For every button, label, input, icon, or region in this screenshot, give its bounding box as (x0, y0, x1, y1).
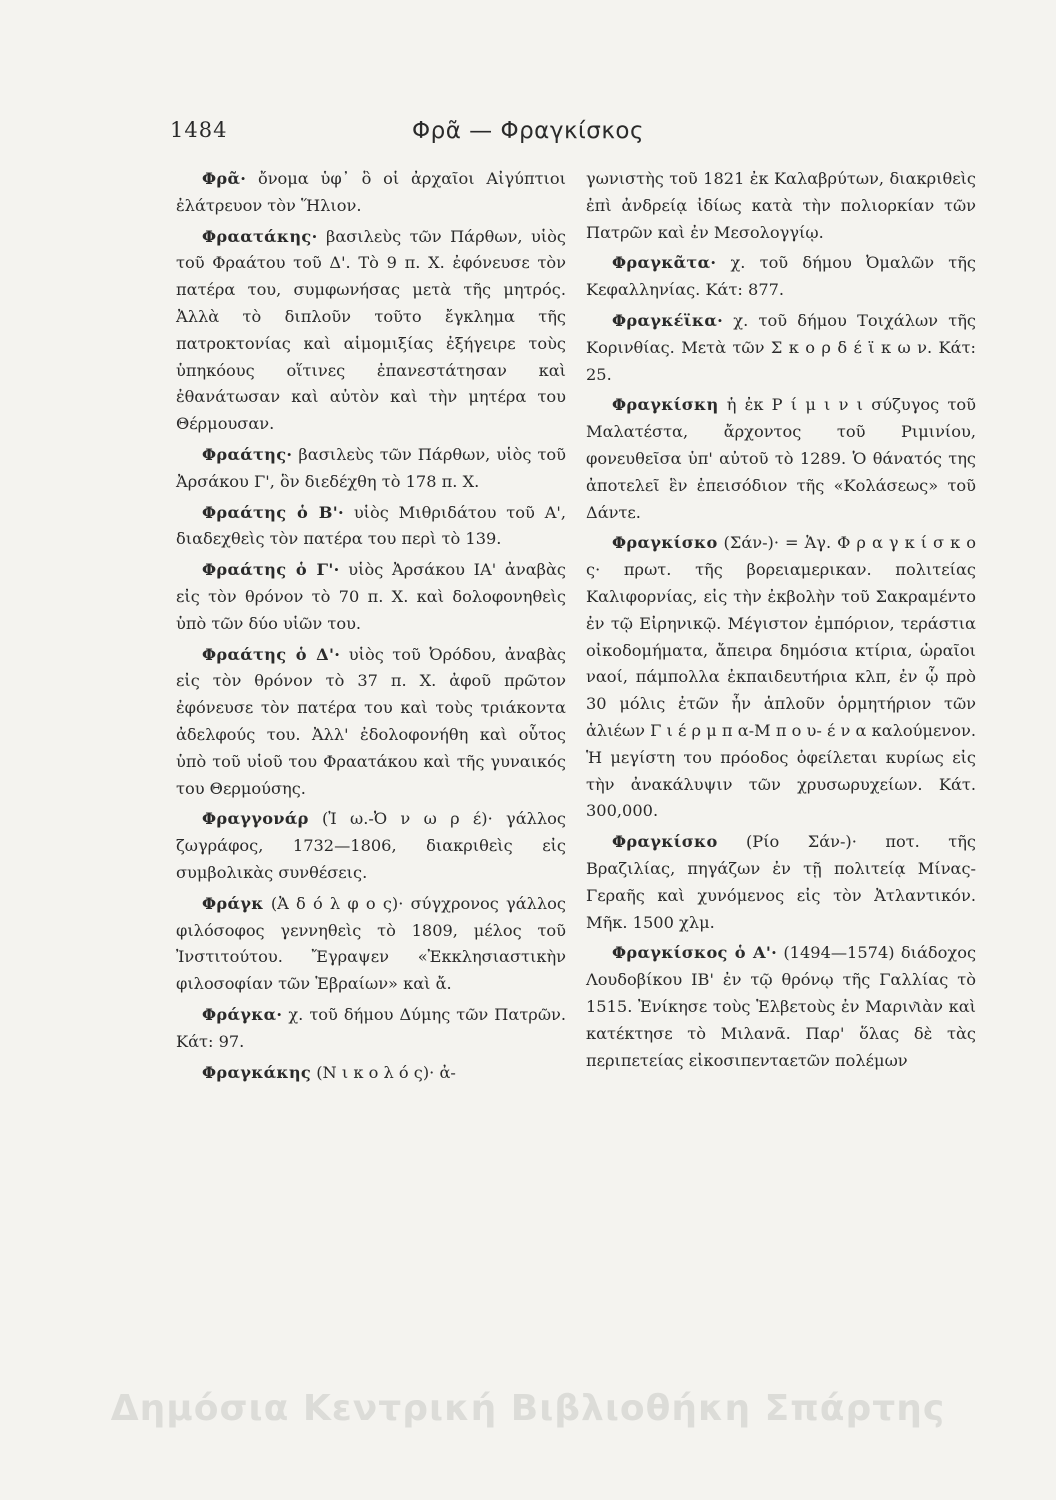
entry-headword: Φραάτης ὁ Δ'· (202, 644, 341, 664)
entry-headword: Φραγκᾶτα· (612, 253, 717, 273)
dictionary-entry (586, 829, 976, 936)
entry-text: υἱὸς τοῦ Ὀρόδου, ἀναβὰς εἰς τὸν θρόνον τὸ 37 π. Χ. ἀφοῦ πρῶτον ἐφόνευσε τὸν πατέρα του καὶ τοὺς τριάκοντα ἀδελφούς του. Ἀλλ' ἐδολοφονήθη καὶ οὗτος ὑπὸ τοῦ υἱοῦ του Φραατάκου καὶ τῆς γυναικός του Θερμούσης. (176, 644, 566, 798)
running-head: Φρᾶ — Φραγκίσκος (411, 118, 644, 144)
entry-text: (Ν ι κ ο λ ό ς)· ἀ- (311, 1062, 456, 1082)
entry-headword: Φραατάκης· (202, 226, 318, 246)
entry-headword: Φρᾶ· (202, 169, 247, 188)
entry-headword: Φραάτης ὁ Β'· (202, 502, 344, 522)
dictionary-entry (176, 442, 566, 496)
dictionary-entry (586, 392, 976, 526)
page-header (0, 118, 1056, 158)
dictionary-entry (176, 1002, 566, 1056)
entry-headword: Φραγκίσκη (612, 395, 719, 415)
entry-text: ὄνομα ὑφ᾽ ὃ οἱ ἀρχαῖοι Αἰγύπτιοι ἐλάτρευον τὸν Ἥλιον. (176, 169, 566, 215)
entry-text: βασιλεὺς τῶν Πάρθων, υἱὸς τοῦ Φραάτου τοῦ Δ'. Τὸ 9 π. Χ. ἐφόνευσε τὸν πατέρα του, συμφωνήσας μετὰ τῆς μητρός. Ἀλλὰ τὸ διπλοῦν τοῦτο ἔγκλημα τῆς πατροκτονίας καὶ αἱμομιξίας ἐξήγειρε τοὺς ὑπηκόους οἵτινες ἐπανεστάτησαν καὶ ἐθανάτωσαν καὶ αὐτὸν καὶ τὴν μητέρα του Θέρμουσαν. (176, 226, 566, 434)
entry-text: υἱὸς Ἀρσάκου ΙΑ' ἀναβὰς εἰς τὸν θρόνον τὸ 70 π. Χ. καὶ δολοφονηθεὶς ὑπὸ τῶν δύο υἱῶν του. (176, 560, 566, 633)
dictionary-entry (176, 557, 566, 637)
entry-headword: Φράγκ (202, 893, 264, 913)
dictionary-entry (176, 891, 566, 998)
dictionary-entry (586, 166, 976, 246)
entry-text: (Ρίο Σάν-)· ποτ. τῆς Βραζιλίας, πηγάζων ἐν τῇ πολιτείᾳ Μίνας-Γεραῆς καὶ χυνόμενος εἰς τὸν Ἀτλαντικόν. Μῆκ. 1500 χλμ. (586, 832, 976, 932)
entry-headword: Φραγκίσκο (612, 533, 718, 553)
entry-headword: Φραάτης ὁ Γ'· (202, 560, 340, 580)
entry-headword: Φραγκάκης (202, 1062, 312, 1082)
dictionary-entry (176, 1060, 566, 1087)
entry-text: χ. τοῦ δήμου Δύμης τῶν Πατρῶν. Κάτ: 97. (176, 1004, 566, 1051)
right-column (586, 166, 976, 1078)
entry-text: χ. τοῦ δήμου Τοιχάλων τῆς Κορινθίας. Μετὰ τῶν Σ κ ο ρ δ έ ϊ κ ω ν. Κάτ: 25. (586, 310, 976, 384)
entry-text: υἱὸς Μιθριδάτου τοῦ Α', διαδεχθεὶς τὸν πατέρα του περὶ τὸ 139. (176, 502, 566, 549)
dictionary-entry (176, 642, 566, 803)
entry-text: βασιλεὺς τῶν Πάρθων, υἱὸς τοῦ Ἀρσάκου Γ', ὃν διεδέχθη τὸ 178 π. Χ. (176, 444, 566, 491)
entry-headword: Φραάτης· (202, 444, 293, 464)
entry-headword: Φραγγονάρ (202, 809, 309, 829)
dictionary-entry (586, 308, 976, 388)
dictionary-entry (176, 806, 566, 886)
entry-text: χ. τοῦ δήμου Ὀμαλῶν τῆς Κεφαλληνίας. Κάτ: 877. (586, 253, 976, 300)
left-column (176, 166, 566, 1090)
dictionary-entry (586, 250, 976, 304)
entry-text: (Σάν-)· = Ἁγ. Φ ρ α γ κ ί σ κ ο ς· πρωτ. τῆς βορειαμερικαν. πολιτείας Καλιφορνίας, εἰς τὴν ἐκβολὴν τοῦ Σακραμέντο ἐν τῷ Εἰρηνικῷ. Μέγιστον ἐμπόριον, τεράστια οἰκοδομήματα, ἄπειρα δημόσια κτίρια, ὡραῖοι ναοί, πάμπολλα ἐκπαιδευτήρια κλπ, ἐν ᾧ πρὸ 30 μόλις ἐτῶν ἦν ἁπλοῦν ὁρμητήριον τῶν ἁλιέων Γ ι έ ρ μ π α-Μ π ο υ- έ ν α καλούμενον. Ἡ μεγίστη του πρόοδος ὀφείλεται κυρίως εἰς τὴν ἀνακάλυψιν τῶν χρυσωρυχείων. Κάτ. 300,000. (586, 533, 976, 821)
dictionary-entry (176, 500, 566, 554)
entry-headword: Φραγκίσκο (612, 832, 718, 852)
entry-text: γωνιστὴς τοῦ 1821 ἐκ Καλαβρύτων, διακριθεὶς ἐπὶ ἀνδρείᾳ ἰδίως κατὰ τὴν πολιορκίαν τῶν Πατρῶν καὶ ἐν Μεσολογγίῳ. (586, 169, 976, 242)
entry-text: (1494—1574) διάδοχος Λουδοβίκου ΙΒ' ἐν τῷ θρόνῳ τῆς Γαλλίας τὸ 1515. Ἐνίκησε τοὺς Ἑλβετοὺς ἐν Μαριν͂ιὰν καὶ κατέκτησε τὸ Μιλανᾶ. Παρ' ὅλας δὲ τὰς περιπετείας εἰκοσιπενταετῶν πολέμων (586, 943, 977, 1070)
dictionary-entry (586, 940, 976, 1074)
page-number: 1484 (170, 118, 228, 142)
dictionary-entry (176, 166, 566, 220)
entry-text: (Ἰ ω.-Ὀ ν ω ρ έ)· γάλλος ζωγράφος, 1732—1806, διακριθεὶς εἰς συμβολικὰς συνθέσεις. (176, 809, 566, 882)
entry-headword: Φραγκίσκος ὁ Α'· (612, 943, 778, 963)
entry-text: (Ἀ δ ό λ φ ο ς)· σύγχρονος γάλλος φιλόσοφος γεννηθεὶς τὸ 1809, μέλος τοῦ Ἰνστιτούτου. Ἔγραψεν «Ἐκκλησιαστικὴν φιλοσοφίαν τῶν Ἑβραίων» καὶ ἄ. (176, 893, 566, 994)
entry-text: ἡ ἐκ Ρ ί μ ι ν ι σύζυγος τοῦ Μαλατέστα, ἄρχοντος τοῦ Ριμινίου, φονευθεῖσα ὑπ' αὐτοῦ τὸ 1289. Ὁ θάνατός της ἀποτελεῖ ἓν ἐπεισόδιον τῆς «Κολάσεως» τοῦ Δάντε. (586, 395, 976, 522)
dictionary-entry (176, 224, 566, 438)
library-watermark: Δημόσια Κεντρική Βιβλιοθήκη Σπάρτης (110, 1388, 946, 1429)
entry-headword: Φράγκα· (202, 1004, 283, 1024)
dictionary-entry (586, 530, 976, 825)
entry-headword: Φραγκέϊκα· (612, 310, 724, 330)
